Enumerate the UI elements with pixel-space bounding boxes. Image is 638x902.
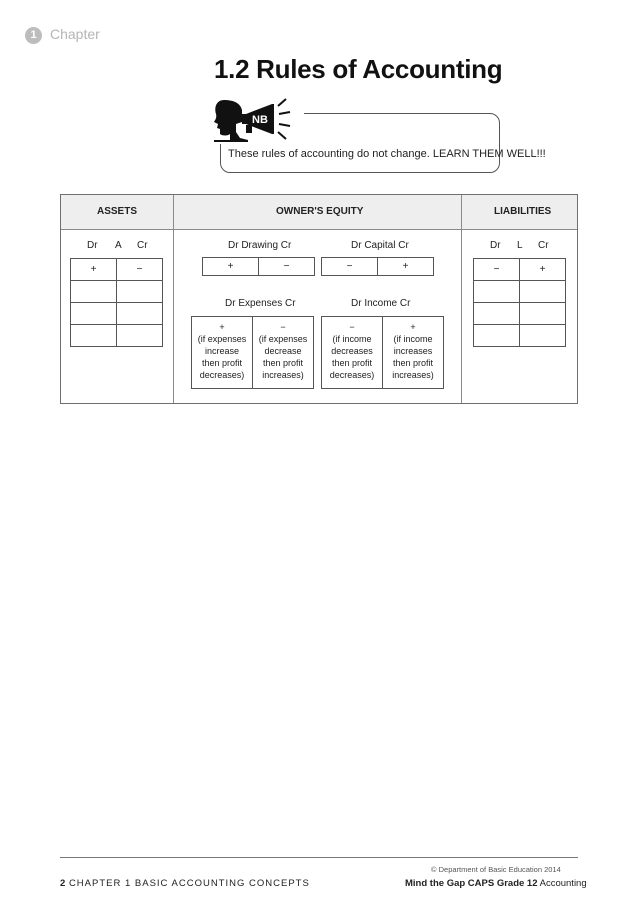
income-dr-text: decreases bbox=[331, 346, 373, 356]
income-cr-text: increases bbox=[393, 346, 433, 356]
page-number: 2 bbox=[60, 878, 66, 889]
drawing-label: Dr Drawing Cr bbox=[228, 240, 292, 251]
capital-cr-sign: + bbox=[402, 261, 409, 272]
expenses-cr-sign: − bbox=[280, 322, 286, 332]
expenses-cr-text: decrease bbox=[264, 346, 302, 356]
income-t-account bbox=[321, 316, 444, 389]
table-column-divider bbox=[461, 195, 462, 403]
expenses-cr-text: then profit bbox=[262, 358, 304, 368]
assets-a-label: A bbox=[115, 240, 122, 251]
footer-book-rest: Accounting bbox=[539, 878, 587, 889]
liabilities-header: LIABILITIES bbox=[494, 206, 552, 217]
expenses-dr-text: decreases) bbox=[199, 370, 245, 380]
table-column-divider bbox=[173, 195, 174, 403]
assets-cr-sign: − bbox=[136, 264, 143, 275]
expenses-dr-sign: + bbox=[219, 322, 225, 332]
liabilities-cr-sign: + bbox=[539, 264, 546, 275]
table-header-divider bbox=[61, 229, 577, 230]
assets-cr-label: Cr bbox=[137, 240, 148, 251]
income-cr-sign: + bbox=[410, 322, 416, 332]
income-cr-text: (if income bbox=[393, 334, 433, 344]
megaphone-icon bbox=[212, 94, 304, 144]
assets-dr-label: Dr bbox=[87, 240, 98, 251]
capital-t-account bbox=[321, 257, 434, 276]
footer-chapter bbox=[60, 878, 310, 889]
liabilities-dr-sign: − bbox=[493, 264, 500, 275]
liabilities-t-account bbox=[473, 258, 566, 347]
income-dr-text: then profit bbox=[331, 358, 373, 368]
footer-book-bold: Mind the Gap CAPS Grade 12 bbox=[405, 878, 538, 889]
callout-text: These rules of accounting do not change. LEARN THEM WELL!!! bbox=[228, 148, 546, 160]
expenses-label: Dr Expenses Cr bbox=[225, 298, 296, 309]
nb-badge-text: NB bbox=[252, 114, 268, 126]
page-title: 1.2 Rules of Accounting bbox=[214, 54, 503, 84]
expenses-dr-text: then profit bbox=[201, 358, 243, 368]
income-dr-sign: − bbox=[349, 322, 355, 332]
assets-t-account bbox=[70, 258, 163, 347]
income-dr-text: decreases) bbox=[329, 370, 375, 380]
liabilities-dr-label: Dr bbox=[490, 240, 501, 251]
footer-divider bbox=[60, 857, 578, 858]
owners-equity-header: OWNER'S EQUITY bbox=[276, 206, 364, 217]
drawing-cr-sign: − bbox=[283, 261, 290, 272]
chapter-label: Chapter bbox=[50, 26, 100, 42]
expenses-dr-text: increase bbox=[204, 346, 240, 356]
liabilities-l-label: L bbox=[517, 240, 523, 251]
expenses-dr-text: (if expenses bbox=[197, 334, 247, 344]
drawing-dr-sign: + bbox=[227, 261, 234, 272]
expenses-t-account bbox=[191, 316, 314, 389]
income-label: Dr Income Cr bbox=[351, 298, 411, 309]
footer-chapter-text: CHAPTER 1 BASIC ACCOUNTING CONCEPTS bbox=[68, 878, 310, 889]
capital-dr-sign: − bbox=[346, 261, 353, 272]
capital-label: Dr Capital Cr bbox=[351, 240, 409, 251]
footer-book-title bbox=[405, 878, 587, 889]
liabilities-cr-label: Cr bbox=[538, 240, 549, 251]
income-cr-text: then profit bbox=[392, 358, 434, 368]
expenses-cr-text: increases) bbox=[262, 370, 304, 380]
assets-dr-sign: + bbox=[90, 264, 97, 275]
chapter-number-badge: 1 bbox=[25, 27, 42, 44]
copyright-text: © Department of Basic Education 2014 bbox=[431, 865, 561, 874]
drawing-t-account bbox=[202, 257, 315, 276]
income-cr-text: increases) bbox=[392, 370, 434, 380]
expenses-cr-text: (if expenses bbox=[258, 334, 308, 344]
income-dr-text: (if income bbox=[332, 334, 372, 344]
assets-header: ASSETS bbox=[97, 206, 138, 217]
